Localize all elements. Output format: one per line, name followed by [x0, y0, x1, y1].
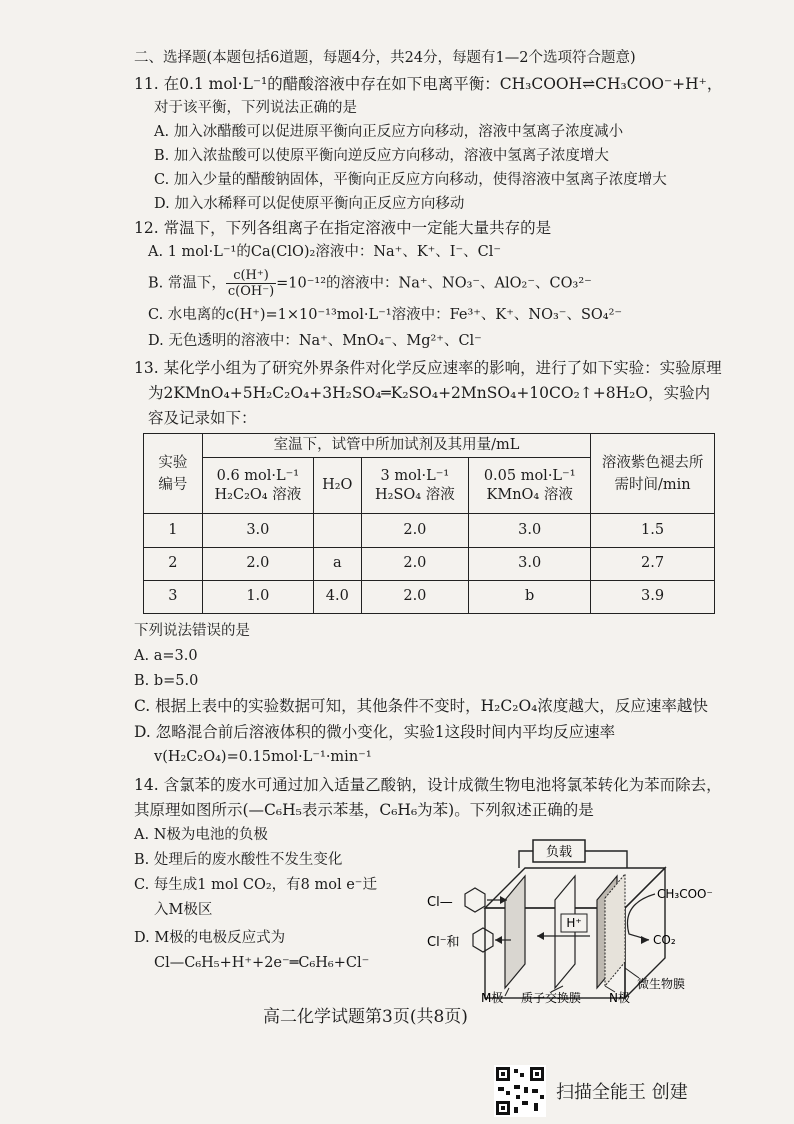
cell: [313, 514, 361, 547]
q13-option-c: C. 根据上表中的实验数据可知，其他条件不变时，H₂C₂O₄浓度越大，反应速率越快: [134, 697, 708, 715]
header-kmno4: 0.05 mol·L⁻¹ KMnO₄ 溶液: [469, 458, 591, 514]
q13-stem-line3: 容及记录如下：: [148, 409, 257, 427]
cell: 2.0: [361, 580, 469, 613]
q12-option-b-prefix: B. 常温下，: [148, 275, 226, 292]
cell: 3.9: [591, 580, 715, 613]
n-pole-label: N极: [609, 991, 630, 1004]
q13-stem-line1: 13. 某化学小组为了研究外界条件对化学反应速率的影响，进行了如下实验：实验原理: [134, 359, 722, 377]
q13-option-d-line2: v(H₂C₂O₄)=0.15mol·L⁻¹·min⁻¹: [154, 749, 372, 765]
cell: 2.0: [361, 547, 469, 580]
cl-and-label: Cl⁻和: [427, 935, 460, 950]
section-header: [134, 47, 636, 69]
cell: 3.0: [202, 514, 313, 547]
q13-stem-line2: 为2KMnO₄+5H₂C₂O₄+3H₂SO₄═K₂SO₄+2MnSO₄+10CO₂↑+8H₂O，实验内: [148, 384, 711, 402]
m-leader: [505, 988, 509, 996]
fraction-numerator: c(H⁺): [226, 268, 276, 284]
q12-option-a: A. 1 mol·L⁻¹的Ca(ClO)₂溶液中：Na⁺、K⁺、I⁻、Cl⁻: [148, 244, 502, 260]
section-header-left: 二、选择题(本题包括6道题，每题4分，共24分，: [134, 50, 453, 66]
q13-option-b: B. b=5.0: [134, 673, 199, 689]
header-reagents-group: 室温下，试管中所加试剂及其用量/mL: [202, 434, 590, 458]
q12-option-b-suffix: =10⁻¹²的溶液中：Na⁺、NO₃⁻、AlO₂⁻、CO₃²⁻: [276, 275, 592, 292]
m-electrode: [505, 876, 525, 988]
biofilm-label: 微生物膜: [637, 977, 686, 991]
benzene-ring-bottom: [473, 928, 493, 952]
q14-option-d-line2: Cl—C₆H₅+H⁺+2e⁻═C₆H₆+Cl⁻: [154, 955, 370, 971]
header-exp-number: 实验编号: [144, 434, 203, 514]
acetate-label: CH₃COO⁻: [657, 887, 713, 901]
q14-option-c-line2: 入M极区: [154, 902, 213, 918]
qr-code-icon: [494, 1065, 546, 1117]
q11-option-a: A. 加入冰醋酸可以促进原平衡向正反应方向移动，溶液中氢离子浓度减小: [154, 124, 624, 140]
cell: 2.0: [361, 514, 469, 547]
header-h2so4: 3 mol·L⁻¹ H₂SO₄ 溶液: [361, 458, 469, 514]
q14-option-a: A. N极为电池的负极: [134, 827, 268, 843]
q13-ask: 下列说法错误的是: [134, 623, 250, 639]
q14-option-b: B. 处理后的废水酸性不发生变化: [134, 852, 343, 868]
cell: 2: [144, 547, 203, 580]
battery-diagram: [425, 838, 725, 1004]
benzene-arrowhead-out: [495, 936, 502, 944]
benzene-ring-top: [465, 888, 485, 912]
page-footer: 高二化学试题第3页(共8页): [263, 1007, 468, 1027]
cell: 1.0: [202, 580, 313, 613]
co2-label: CO₂: [653, 933, 676, 947]
q12-option-b-fraction: [226, 268, 276, 299]
section-header-right: 每题有1—2个选项符合题意): [452, 50, 636, 66]
q12-option-b: [148, 268, 592, 299]
hplus-arrowhead: [537, 932, 544, 940]
membrane-label: 质子交换膜: [521, 991, 582, 1004]
header-h2c2o4: 0.6 mol·L⁻¹ H₂C₂O₄ 溶液: [202, 458, 313, 514]
cell: 1: [144, 514, 203, 547]
cell: 3.0: [469, 547, 591, 580]
q11-stem-line2: 对于该平衡，下列说法正确的是: [154, 100, 357, 116]
cell: 1.5: [591, 514, 715, 547]
table-row: [144, 514, 715, 547]
q11-option-d: D. 加入水稀释可以促使原平衡向正反应方向移动: [154, 196, 465, 212]
header-fade-time: 溶液紫色褪去所需时间/min: [591, 434, 715, 514]
table-row: [144, 547, 715, 580]
cell: 3.0: [469, 514, 591, 547]
wire-right: [585, 851, 627, 868]
cell: 3: [144, 580, 203, 613]
q11-stem-line1: 11. 在0.1 mol·L⁻¹的醋酸溶液中存在如下电离平衡：CH₃COOH⇌CH₃COO⁻+H⁺，: [134, 75, 723, 93]
cl-left-label: Cl—: [427, 895, 453, 910]
q14-option-c-line1: C. 每生成1 mol CO₂，有8 mol e⁻迁: [134, 877, 377, 893]
q14-stem-line1: 14. 含氯苯的废水可通过加入适量乙酸钠，设计成微生物电池将氯苯转化为苯而除去，: [134, 776, 722, 794]
wire-left: [519, 851, 533, 868]
q13-option-a: A. a=3.0: [134, 648, 198, 664]
table-row: [144, 580, 715, 613]
header-water: H₂O: [313, 458, 361, 514]
q13-option-d-line1: D. 忽略混合前后溶液体积的微小变化，实验1这段时间内平均反应速率: [134, 723, 616, 741]
load-label: 负载: [545, 845, 573, 860]
q12-option-d: D. 无色透明的溶液中：Na⁺、MnO₄⁻、Mg²⁺、Cl⁻: [148, 333, 482, 349]
co2-arrowhead: [641, 936, 649, 944]
q12-stem: 12. 常温下，下列各组离子在指定溶液中一定能大量共存的是: [134, 219, 552, 237]
cell: a: [313, 547, 361, 580]
experiment-table: [143, 433, 715, 614]
cell: 2.7: [591, 547, 715, 580]
q14-option-d-line1: D. M极的电极反应式为: [134, 930, 286, 946]
cell: 4.0: [313, 580, 361, 613]
m-pole-label: M极: [481, 991, 504, 1004]
q14-stem-line2: 其原理如图所示(—C₆H₅表示苯基，C₆H₆为苯)。下列叙述正确的是: [134, 801, 594, 819]
fraction-denominator: c(OH⁻): [227, 284, 275, 299]
q11-option-c: C. 加入少量的醋酸钠固体，平衡向正反应方向移动，使得溶液中氢离子浓度增大: [154, 172, 667, 188]
q11-option-b: B. 加入浓盐酸可以使原平衡向逆反应方向移动，溶液中氢离子浓度增大: [154, 148, 609, 164]
cell: 2.0: [202, 547, 313, 580]
cell: b: [469, 580, 591, 613]
scanner-watermark: 扫描全能王 创建: [556, 1082, 688, 1103]
q12-option-c: C. 水电离的c(H⁺)=1×10⁻¹³mol·L⁻¹溶液中：Fe³⁺、K⁺、NO₃⁻、SO₄²⁻: [148, 307, 623, 323]
hplus-label: H⁺: [566, 916, 582, 930]
